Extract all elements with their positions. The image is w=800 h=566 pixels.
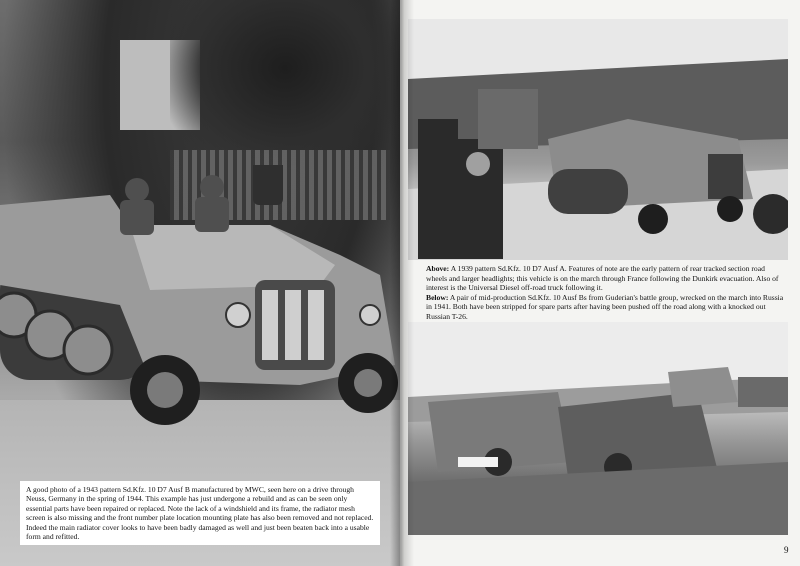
- caption-above: [426, 264, 786, 293]
- top-photo: [408, 19, 788, 260]
- caption-above-text: A 1939 pattern Sd.Kfz. 10 D7 Ausf A. Features of note are the early pattern of rear tracked section road wheels and larger headlights; this vehicle is on the march through France following the Dunkirk evacuation. Also of interest is the Universal Diesel off-road truck following it.: [426, 264, 779, 293]
- caption-below: [426, 293, 786, 322]
- bottom-photo: [408, 322, 788, 535]
- background-trees: [170, 0, 400, 170]
- caption-above-label: Above:: [426, 264, 450, 273]
- right-page: [400, 0, 800, 566]
- caption-below-text: A pair of mid-production Sd.Kfz. 10 Ausf Bs from Guderian's battle group, wrecked on the march into Russia in 1941. Both have been stripped for spare parts after having been pushed off the road along with a knocked out Russian T-26.: [426, 292, 784, 321]
- caption-below-label: Below:: [426, 292, 449, 302]
- top-photo-scene: [408, 19, 788, 260]
- page-number: 9: [784, 545, 789, 555]
- halftrack-vehicle-illustration: [0, 165, 400, 425]
- left-photo-caption: A good photo of a 1943 pattern Sd.Kfz. 10 D7 Ausf B manufactured by MWC, seen here on a drive through Neuss, Germany in the spring of 1944. This example has just undergone a rebuild and as can be seen only essential parts have been repaired or replaced. Note the lack of a windshield and its frame, the radiator mesh screen is also missing and the front number plate location mounting plate has also been removed and not replaced. Indeed the main radiator cover looks to have been badly damaged as well and just been beaten back into a usable form and refitted.: [20, 481, 380, 545]
- right-captions: [426, 264, 786, 322]
- bottom-photo-scene: [408, 322, 788, 535]
